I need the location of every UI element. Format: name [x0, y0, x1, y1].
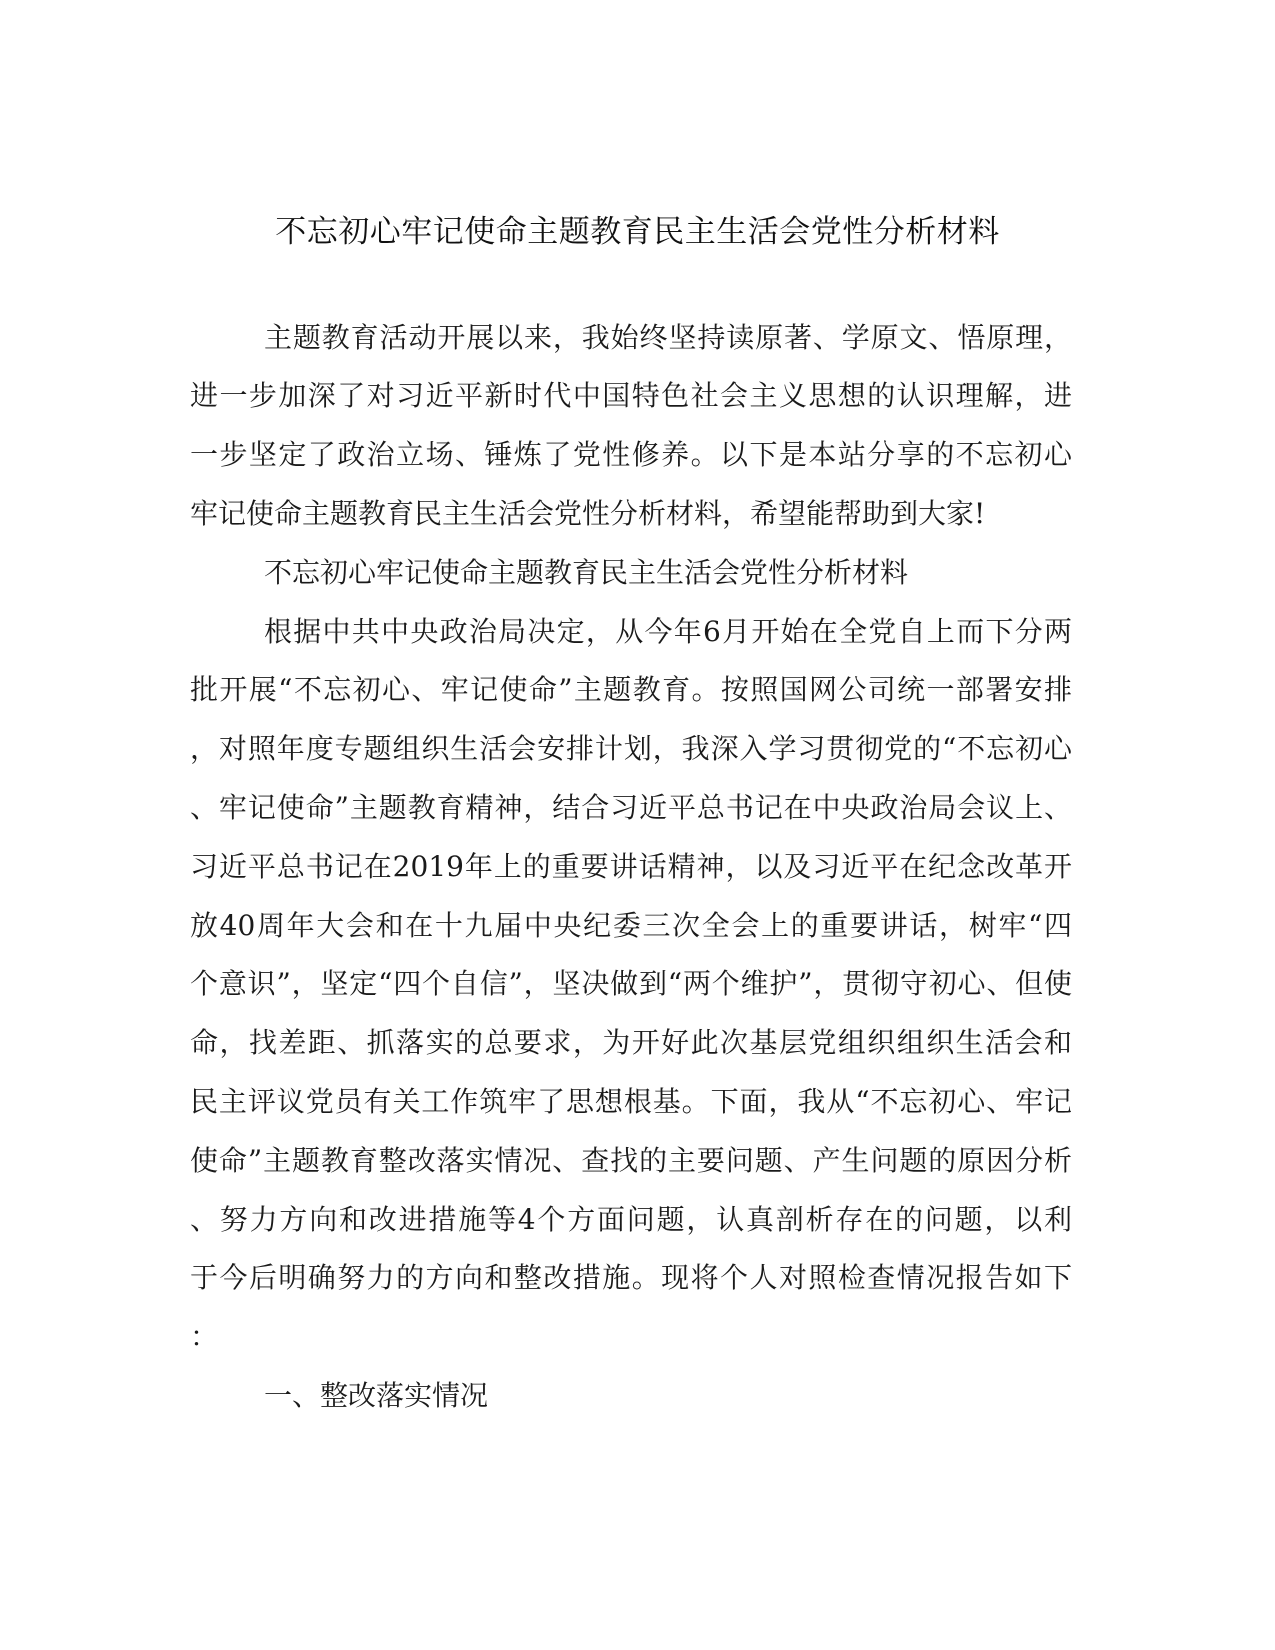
paragraph-line: 批开展“不忘初心、牢记使命”主题教育。按照国网公司统一部署安排 [190, 673, 1072, 706]
paragraph-line: 个意识”，坚定“四个自信”，坚决做到“两个维护”，贯彻守初心、但使 [190, 967, 1072, 1000]
paragraph-line: 一步坚定了政治立场、锤炼了党性修养。以下是本站分享的不忘初心 [190, 438, 1072, 471]
paragraph-line: 根据中共中央政治局决定，从今年6月开始在全党自上而下分两 [264, 615, 1072, 648]
section-subtitle: 不忘初心牢记使命主题教育民主生活会党性分析材料 [264, 556, 909, 589]
paragraph-line: 主题教育活动开展以来，我始终坚持读原著、学原文、悟原理， [264, 321, 1072, 354]
paragraph-line: 习近平总书记在2019年上的重要讲话精神，以及习近平在纪念改革开 [190, 850, 1072, 883]
paragraph-line: 命，找差距、抓落实的总要求，为开好此次基层党组织组织生活会和 [190, 1026, 1072, 1059]
paragraph-line: 使命”主题教育整改落实情况、查找的主要问题、产生问题的原因分析 [190, 1144, 1072, 1177]
paragraph-line: 民主评议党员有关工作筑牢了思想根基。下面，我从“不忘初心、牢记 [190, 1085, 1072, 1118]
paragraph-line: 进一步加深了对习近平新时代中国特色社会主义思想的认识理解，进 [190, 379, 1072, 412]
section-heading: 一、整改落实情况 [264, 1379, 489, 1412]
paragraph-line: 牢记使命主题教育民主生活会党性分析材料，希望能帮助到大家! [190, 497, 986, 530]
paragraph-line: 放40周年大会和在十九届中央纪委三次全会上的重要讲话，树牢“四 [190, 909, 1072, 942]
paragraph-line: 、努力方向和改进措施等4个方面问题，认真剖析存在的问题，以利 [190, 1203, 1072, 1236]
paragraph-line: 于今后明确努力的方向和整改措施。现将个人对照检查情况报告如下 [190, 1261, 1072, 1294]
paragraph-line: ，对照年度专题组织生活会安排计划，我深入学习贯彻党的“不忘初心 [190, 732, 1072, 765]
paragraph-line: 、牢记使命”主题教育精神，结合习近平总书记在中央政治局会议上、 [190, 791, 1072, 824]
document-title: 不忘初心牢记使命主题教育民主生活会党性分析材料 [275, 214, 1000, 250]
paragraph-line: ： [190, 1320, 219, 1353]
